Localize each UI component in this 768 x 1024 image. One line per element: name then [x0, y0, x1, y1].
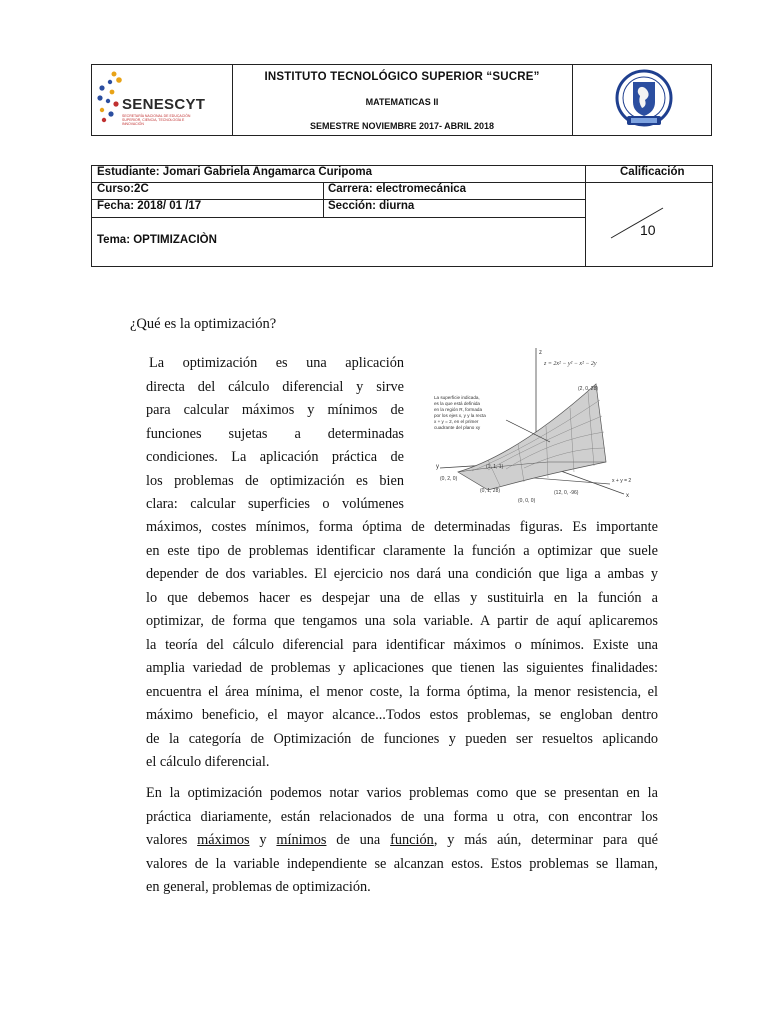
point-origin-label: (0, 0, 0) — [518, 498, 536, 504]
text-line: en este tipo de problemas identificar claramente la función a optimizar que suele — [146, 542, 658, 559]
text-line: los problemas de optimización es bien — [146, 472, 404, 489]
column-divider — [585, 166, 586, 266]
row-divider — [92, 217, 585, 218]
annotation-line: La superficie indicada, — [434, 395, 480, 400]
x-axis-label: x — [626, 493, 629, 499]
annotation-line: cuadrante del plano xy — [434, 425, 481, 430]
text-fragment: , y más aún, determinar para qué — [433, 832, 658, 848]
institute-seal — [573, 65, 712, 135]
senescyt-subtitle: SECRETARÍA NACIONAL DE EDUCACIÓN SUPERIOR, CIENCIA, TECNOLOGÍA E INNOVACIÓN — [122, 114, 191, 126]
text-line: amplia variedad de problemas y aplicaciones que tienen las siguientes finalidades: — [146, 660, 658, 676]
date-field: Fecha: 2018/ 01 /17 — [97, 200, 202, 212]
column-divider — [323, 182, 324, 217]
text-line: el cálculo diferencial. — [146, 754, 270, 770]
point-left-label: (0, 2, 0) — [440, 476, 458, 482]
z-axis-label: z — [539, 350, 542, 356]
surface-equation: z = 2x² − y² − x² − 2y — [544, 361, 597, 367]
section-field: Sección: diurna — [328, 200, 415, 212]
student-name: Estudiante: Jomari Gabriela Angamarca Curipoma — [97, 166, 373, 178]
surface-plot-figure — [428, 344, 666, 504]
y-axis-label: y — [436, 464, 439, 470]
text-line: condiciones. La aplicación práctica de — [146, 449, 404, 465]
text-fragment: de una — [336, 832, 381, 848]
text-line: La optimización es una aplicación — [149, 355, 404, 371]
funcion-link[interactable]: función — [390, 832, 434, 848]
constraint-line-label: x + y = 2 — [612, 478, 632, 484]
point-mid-label: (1, 1, 1) — [486, 464, 504, 470]
text-fragment: valores — [146, 832, 188, 848]
paragraph-intro-rest — [146, 516, 658, 775]
text-line: clara: calcular superficies o volúmenes — [146, 496, 404, 512]
header-table — [91, 64, 712, 136]
paragraph-optimization-problems — [146, 782, 658, 900]
text-line: en general, problemas de optimización. — [146, 879, 371, 895]
senescyt-logo — [92, 65, 233, 135]
paragraph-intro-wrapped — [146, 352, 404, 517]
text-line-with-links — [146, 829, 658, 853]
text-line: directa del cálculo diferencial y sirve — [146, 378, 404, 395]
text-line: encuentra el área mínima, el menor coste, la forma óptima, la menor resistencia, el — [146, 683, 658, 700]
point-base-label: (0, 1, 28) — [480, 488, 501, 494]
text-line: En la optimización podemos notar varios problemas como que se presentan en la — [146, 785, 658, 801]
annotation-line: x + y = 2, en el primer — [434, 419, 479, 424]
institute-seal-icon — [609, 68, 679, 132]
annotation-line: es la que está definida — [434, 401, 480, 406]
annotation-line: por los ejes x, y y la recta — [434, 413, 486, 418]
text-line: valores de la variable independiente se alcanzan estos. Estos problemas se llaman, — [146, 855, 658, 872]
text-line: optimizar, de forma que tengamos una sola variable. A partir de aquí aplicaremos — [146, 613, 658, 629]
institution-title: INSTITUTO TECNOLÓGICO SUPERIOR “SUCRE” — [264, 71, 540, 83]
header-center — [232, 65, 573, 135]
text-line: depender de dos variables. El ejercicio nos dará una condición que liga a ambas y — [146, 566, 658, 582]
grade-label: Calificación — [620, 166, 685, 178]
annotation-line: en la región R, formada — [434, 407, 483, 412]
text-line: para calcular máximos y mínimos de — [146, 402, 404, 418]
question-heading: ¿Qué es la optimización? — [130, 316, 277, 332]
text-line: máximos, costes mínimos, forma óptima de determinadas figuras. Es importante — [146, 519, 658, 535]
career-field: Carrera: electromecánica — [328, 183, 467, 195]
senescyt-wordmark: SENESCYT — [122, 96, 206, 113]
text-line: la teoría del cálculo diferencial para identificar máximos o mínimos. Existe una — [146, 636, 658, 653]
topic-field: Tema: OPTIMIZACIÒN — [97, 234, 217, 246]
text-line: práctica diariamente, están relacionados de una forma u otra, con encontrar los — [146, 808, 658, 825]
grade-value: 10 — [640, 222, 656, 238]
surface-mesh — [458, 384, 606, 490]
minimos-link[interactable]: mínimos — [276, 832, 327, 848]
student-info-table — [91, 165, 713, 267]
text-line: máximo beneficio, el mayor alcance...Todos estos problemas, se engloban dentro — [146, 707, 658, 723]
course-field: Curso:2C — [97, 183, 149, 195]
point-right-label: (12, 0, -96) — [554, 490, 579, 496]
text-line: lo que debemos hacer es despejar una de ellas y sustituirla en la función a — [146, 589, 658, 606]
subject-title: MATEMATICAS II — [365, 97, 439, 107]
point-top-label: (2, 0, 28) — [578, 386, 599, 392]
grade-slash-icon — [607, 202, 667, 242]
maximos-link[interactable]: máximos — [197, 832, 250, 848]
text-fragment: y — [259, 832, 267, 848]
surface-annotation — [434, 395, 486, 430]
text-line: funciones sujetas a determinadas — [146, 425, 404, 442]
text-line: de la categoría de Optimización de funciones y pueden ser resueltos aplicando — [146, 730, 658, 747]
semester-title: SEMESTRE NOVIEMBRE 2017- ABRIL 2018 — [309, 121, 495, 131]
